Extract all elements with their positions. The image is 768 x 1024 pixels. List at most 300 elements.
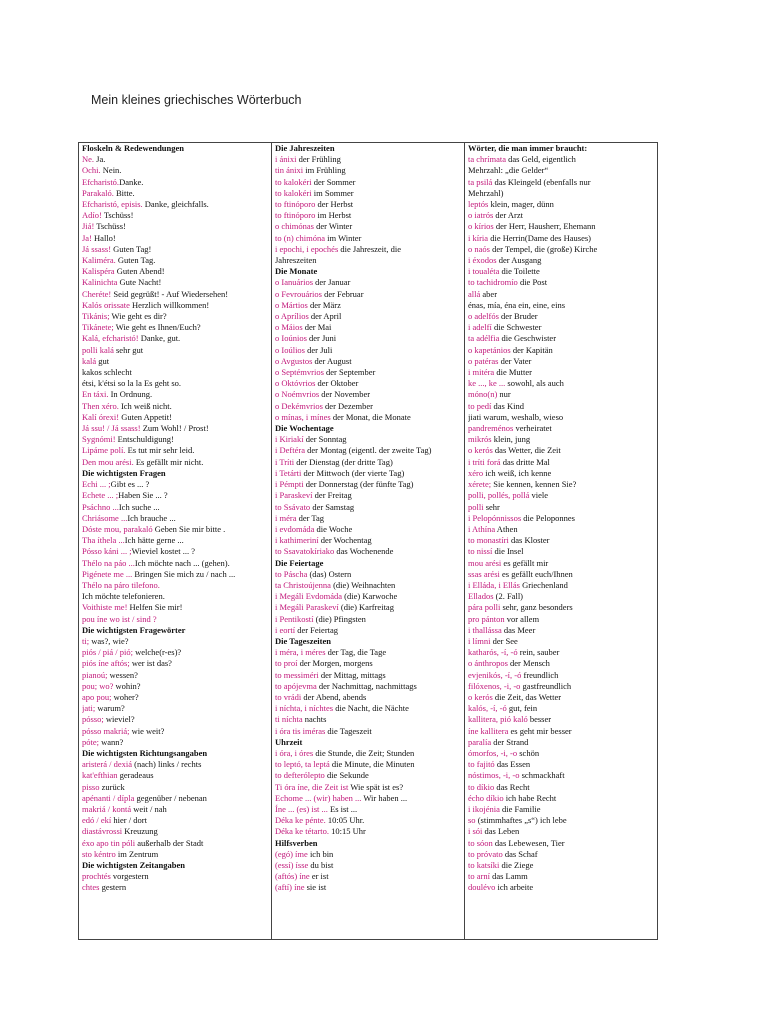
german-translation: Kreuzung: [122, 826, 158, 837]
vocab-entry: [82, 356, 268, 367]
german-translation: die Herrin(Dame des Hauses): [488, 232, 591, 243]
greek-term: piós íne aftós;: [82, 658, 130, 669]
vocab-entry: [275, 748, 461, 759]
section-heading: [468, 143, 654, 154]
german-translation: wann?: [99, 736, 124, 747]
vocab-entry: [275, 726, 461, 737]
vocab-entry: [275, 255, 461, 266]
german-translation: das Meer: [501, 624, 536, 635]
german-translation: der Dienstag (der dritte Tag): [294, 456, 393, 467]
vocab-entry: [82, 289, 268, 300]
vocab-entry: [82, 770, 268, 781]
german-translation: énas, mía, éna ein, eine, eins: [468, 299, 566, 310]
greek-term: pro pánton: [468, 613, 505, 624]
german-translation: gut, fein: [506, 703, 538, 714]
greek-term: Dóste mou, parakaló: [82, 523, 153, 534]
vocab-entry: [82, 434, 268, 445]
vocab-entry: [82, 502, 268, 513]
german-translation: die Woche: [314, 523, 353, 534]
greek-term: pandreménos: [468, 423, 514, 434]
greek-term: o Aprílios: [275, 311, 309, 322]
german-translation: das Leben: [482, 826, 520, 837]
greek-term: mou arési: [468, 557, 502, 568]
vocab-entry: [468, 401, 654, 412]
greek-term: i Deftéra: [275, 445, 305, 456]
german-translation: weit / nah: [131, 803, 167, 814]
vocab-entry: [275, 289, 461, 300]
vocab-entry: [275, 356, 461, 367]
greek-term: i Tetárti: [275, 467, 302, 478]
vocab-entry: [468, 434, 654, 445]
german-translation: der Winter: [313, 221, 353, 232]
greek-term: katharós, -í, -ó: [468, 647, 518, 658]
vocab-entry: [275, 815, 461, 826]
german-translation: das Essen: [494, 759, 531, 770]
vocab-entry: [468, 726, 654, 737]
greek-term: to defterólepto: [275, 770, 325, 781]
greek-term: o chimónas: [275, 221, 314, 232]
vocab-entry: [275, 871, 461, 882]
vocab-entry: [468, 266, 654, 277]
vocab-entry: [468, 244, 654, 255]
vocab-entry: [275, 345, 461, 356]
vocab-entry: [468, 703, 654, 714]
vocab-entry: [468, 513, 654, 524]
greek-term: prochtés: [82, 871, 111, 882]
vocab-entry: [82, 714, 268, 725]
german-translation: der Tag, die Tage: [325, 647, 387, 658]
heading-text: Floskeln & Redewendungen: [82, 143, 185, 153]
greek-term: to kalokéri: [275, 176, 312, 187]
german-translation: klein, jung: [491, 434, 531, 445]
vocab-entry: [468, 412, 654, 423]
greek-term: i Paraskeví: [275, 490, 313, 501]
german-translation: Griechenland: [519, 579, 568, 590]
german-translation: im Frühling: [303, 165, 346, 176]
greek-term: so: [468, 815, 476, 826]
german-translation: außerhalb der Stadt: [135, 837, 204, 848]
greek-term: leptós: [468, 199, 489, 210]
greek-term: o kírios: [468, 221, 494, 232]
german-translation: die Ziege: [499, 860, 534, 870]
german-translation: Guten Appetit!: [119, 411, 172, 422]
greek-term: i óra tis iméras: [275, 725, 326, 736]
vocab-entry: [82, 255, 268, 266]
document-title: Mein kleines griechisches Wörterbuch: [91, 93, 302, 107]
german-translation: die Mutter: [494, 367, 532, 378]
greek-term: Kalispéra: [82, 266, 115, 277]
german-translation: wieviel?: [103, 714, 135, 725]
german-translation: die Jahreszeit, die: [338, 243, 402, 254]
column-calendar: [275, 143, 461, 894]
german-translation: der Freitag: [312, 490, 352, 501]
greek-term: Déka ke tétarto.: [275, 826, 330, 837]
german-translation: der Bruder: [498, 311, 538, 322]
vocab-entry: [82, 233, 268, 244]
vocab-entry: [82, 300, 268, 311]
greek-term: ke ..., ke ...: [468, 378, 506, 389]
greek-term: piós / piá / pió;: [82, 647, 133, 658]
vocab-entry: [468, 255, 654, 266]
vocab-entry: [82, 479, 268, 490]
german-translation: es gefällt euch/Ihnen: [499, 568, 573, 579]
greek-term: kalós, -í, -ó: [468, 703, 507, 714]
section-heading: [275, 423, 461, 434]
greek-term: Déka ke pénte.: [275, 815, 326, 826]
vocab-entry: [468, 838, 654, 849]
greek-term: i Elláda, i Ellás: [468, 579, 520, 590]
german-translation: jiati warum, weshalb, wieso: [468, 411, 564, 422]
greek-term: ssas arési: [468, 568, 500, 579]
vocab-entry: [82, 378, 268, 389]
german-translation: der Mai: [302, 322, 332, 333]
greek-term: Ochi.: [82, 165, 101, 176]
vocab-entry: [468, 558, 654, 569]
vocab-entry: [468, 423, 654, 434]
section-heading: [275, 838, 461, 849]
vocab-entry: [82, 210, 268, 221]
greek-term: pisso: [82, 781, 100, 792]
greek-term: filóxenos, -i, -o: [468, 680, 521, 691]
vocab-entry: [82, 849, 268, 860]
vocab-entry: [275, 300, 461, 311]
vocab-entry: [468, 804, 654, 815]
vocab-entry: [82, 614, 268, 625]
vocab-entry: [468, 737, 654, 748]
vocab-entry: [468, 782, 654, 793]
german-translation: der Wochentag: [318, 535, 372, 546]
vocab-entry: [468, 569, 654, 580]
vocab-entry: [275, 445, 461, 456]
german-translation: der September: [323, 367, 376, 378]
vocab-entry: [468, 221, 654, 232]
greek-term: pára polli: [468, 602, 501, 613]
vocab-entry: [275, 199, 461, 210]
vocab-entry: [82, 188, 268, 199]
greek-term: to apójevma: [275, 680, 317, 691]
vocab-entry: [275, 882, 461, 893]
german-translation: der See: [490, 635, 518, 646]
greek-term: o Septémvrios: [275, 367, 324, 378]
vocab-entry: [82, 367, 268, 378]
german-translation: der Vater: [498, 355, 532, 366]
greek-term: o Mártios: [275, 299, 308, 310]
section-heading: [275, 266, 461, 277]
vocab-entry: [82, 647, 268, 658]
greek-term: i thallássa: [468, 624, 502, 635]
vocab-entry: [82, 804, 268, 815]
german-translation: im Winter: [325, 232, 362, 243]
greek-term: i níchta, i níchtes: [275, 703, 334, 714]
vocab-entry: [275, 591, 461, 602]
german-translation: Wir haben ...: [361, 792, 408, 803]
german-translation: er ist: [309, 871, 329, 882]
vocab-entry: [82, 244, 268, 255]
german-translation: die Minute, die Minuten: [329, 759, 415, 770]
vocab-entry: [468, 871, 654, 882]
german-translation: der Juli: [305, 344, 333, 355]
greek-term: to Ssávato: [275, 501, 311, 512]
vocab-entry: [468, 322, 654, 333]
greek-term: Chriásome ...: [82, 512, 128, 523]
german-translation: im Herbst: [315, 210, 352, 221]
german-translation: Mehrzahl): [468, 187, 504, 198]
german-translation: Helfen Sie mir!: [127, 602, 183, 613]
greek-term: i éxodos: [468, 255, 497, 266]
german-translation: besser: [527, 714, 552, 725]
vocab-entry: [275, 210, 461, 221]
vocab-entry: [275, 479, 461, 490]
greek-term: Ja!: [82, 232, 92, 243]
greek-term: o patéras: [468, 355, 499, 366]
vocab-entry: [468, 188, 654, 199]
greek-term: móno(n): [468, 389, 498, 400]
section-heading: [82, 468, 268, 479]
german-translation: (stimmhaftes „s“) ich lebe: [475, 815, 567, 826]
vocab-entry: [275, 849, 461, 860]
greek-term: Jiá!: [82, 221, 95, 232]
vocab-entry: [82, 737, 268, 748]
german-translation: das Recht: [494, 781, 530, 792]
heading-text: Die wichtigsten Richtungsangaben: [82, 747, 208, 758]
vocab-entry: [275, 602, 461, 613]
german-translation: der Montag (eigentl. der zweite Tag): [304, 445, 432, 456]
greek-term: i Pémpti: [275, 479, 304, 490]
vocab-entry: [82, 558, 268, 569]
german-translation: (die) Pfingsten: [313, 613, 366, 624]
german-translation: Ich möchte nach ... (gehen).: [134, 557, 230, 568]
vocab-entry: [275, 412, 461, 423]
greek-term: ti;: [82, 635, 90, 646]
german-translation: der Mensch: [507, 658, 550, 669]
greek-term: (essí) ísse: [275, 860, 309, 870]
vocab-entry: [82, 524, 268, 535]
greek-term: to fajitó: [468, 759, 495, 770]
vocab-entry: [468, 546, 654, 557]
greek-term: i tríti forá: [468, 456, 501, 467]
german-translation: 10:05 Uhr.: [325, 815, 365, 826]
vocab-entry: [275, 546, 461, 557]
greek-term: i méra, i méres: [275, 647, 326, 658]
german-translation: gegenüber / nebenan: [134, 792, 207, 803]
greek-term: to díkio: [468, 781, 495, 792]
greek-term: tin ánixi: [275, 165, 304, 176]
german-translation: Zum Wohl! / Prost!: [140, 423, 209, 434]
german-translation: der Frühling: [296, 154, 341, 165]
vocab-entry: [275, 580, 461, 591]
heading-text: Die wichtigsten Zeitangaben: [82, 860, 185, 870]
vocab-entry: [468, 311, 654, 322]
german-translation: der Samstag: [310, 501, 355, 512]
vocab-entry: [275, 221, 461, 232]
german-translation: (die) Weihnachten: [330, 579, 396, 590]
vocab-entry: [82, 546, 268, 557]
greek-term: o mínas, i mínes: [275, 411, 331, 422]
greek-term: Lipáme polí.: [82, 445, 126, 456]
greek-term: Ellados: [468, 591, 494, 602]
german-translation: Jahreszeiten: [275, 255, 317, 266]
german-translation: Es ist ...: [327, 803, 358, 814]
greek-term: kallitera, pió kaló: [468, 714, 528, 725]
vocab-entry: [275, 804, 461, 815]
german-translation: die Post: [517, 277, 548, 288]
greek-term: to pedí: [468, 400, 492, 411]
german-translation: Es tut mir sehr leid.: [125, 445, 195, 456]
greek-term: sto kéntro: [82, 848, 116, 859]
greek-term: aristerá / dexiá: [82, 759, 133, 770]
greek-term: Adío!: [82, 210, 102, 221]
greek-term: polli, pollés, pollá: [468, 490, 530, 501]
section-heading: [275, 558, 461, 569]
vocab-entry: [82, 490, 268, 501]
greek-term: ta chrímata: [468, 154, 506, 165]
vocab-entry: [468, 748, 654, 759]
german-translation: Bitte.: [113, 187, 135, 198]
german-translation: Es gefällt mir nicht.: [133, 456, 204, 467]
greek-term: ta Christoújenna: [275, 579, 331, 590]
greek-term: o kerós: [468, 445, 493, 456]
german-translation: das Kleingeld (ebenfalls nur: [492, 176, 591, 187]
heading-text: Die Jahreszeiten: [275, 143, 335, 153]
greek-term: to Páscha: [275, 568, 308, 579]
german-translation: Ich hätte gerne ...: [124, 535, 184, 546]
greek-term: Já ssass!: [82, 243, 112, 254]
vocab-entry: [82, 401, 268, 412]
german-translation: wer ist das?: [129, 658, 172, 669]
greek-term: o kapetánios: [468, 344, 511, 355]
greek-term: o Dekémvrios: [275, 400, 323, 411]
vocab-entry: [275, 658, 461, 669]
greek-term: to monastíri: [468, 535, 509, 546]
vocab-entry: [82, 703, 268, 714]
vocab-entry: [82, 221, 268, 232]
german-translation: wie weit?: [129, 725, 165, 736]
german-translation: Ich brauche ...: [127, 512, 176, 523]
vocab-entry: [468, 233, 654, 244]
greek-term: Cheréte!: [82, 288, 112, 299]
german-translation: der Februar: [321, 288, 364, 299]
german-translation: ich weiß, ich kenne: [483, 467, 552, 478]
german-translation: aber: [480, 288, 498, 299]
greek-term: Kalinichta: [82, 277, 118, 288]
greek-term: to (n) chimóna: [275, 232, 326, 243]
german-translation: (die) Karfreitag: [338, 602, 394, 613]
german-translation: Wie geht es dir?: [109, 311, 167, 322]
vocab-entry: [82, 681, 268, 692]
german-translation: der August: [312, 355, 352, 366]
greek-term: Sygnómi!: [82, 434, 116, 445]
vocab-entry: [468, 457, 654, 468]
greek-term: o Noémvrios: [275, 389, 320, 400]
vocab-entry: [468, 681, 654, 692]
greek-term: to ftinóporo: [275, 210, 316, 221]
german-translation: Guten Tag!: [111, 243, 152, 254]
vocab-entry: [468, 524, 654, 535]
greek-term: i mitéra: [468, 367, 495, 378]
vocab-entry: [82, 591, 268, 602]
vocab-entry: [82, 266, 268, 277]
greek-term: i límni: [468, 635, 491, 646]
greek-term: to katsíki: [468, 860, 500, 870]
german-translation: der Nachmittag, nachmittags: [316, 680, 417, 691]
vocab-entry: [275, 233, 461, 244]
vocabulary-table: [78, 142, 658, 940]
vocab-entry: [82, 882, 268, 893]
section-heading: [82, 748, 268, 759]
vocab-entry: [82, 457, 268, 468]
german-translation: der Monat, die Monate: [330, 411, 411, 422]
german-translation: der Feiertag: [295, 624, 339, 635]
vocab-entry: [82, 389, 268, 400]
vocab-entry: [82, 177, 268, 188]
vocab-entry: [82, 445, 268, 456]
vocab-entry: [275, 468, 461, 479]
german-translation: die Geschwister: [499, 333, 557, 344]
german-translation: Athen: [495, 523, 518, 534]
vocab-entry: [82, 670, 268, 681]
german-translation: die Tageszeit: [325, 725, 372, 736]
greek-term: o iatrós: [468, 210, 494, 221]
german-translation: Bringen Sie mich zu / nach ...: [132, 568, 236, 579]
german-translation: das Wetter, die Zeit: [492, 445, 561, 456]
greek-term: i eortí: [275, 624, 296, 635]
vocab-entry: [82, 636, 268, 647]
german-translation: das Geld, eigentlich: [506, 154, 576, 165]
german-translation: das Lamm: [489, 871, 528, 882]
greek-term: o Avgustos: [275, 355, 313, 366]
greek-term: doulévo: [468, 882, 496, 893]
greek-term: pou; wo?: [82, 680, 114, 691]
vocab-entry: [275, 389, 461, 400]
vocab-entry: [82, 165, 268, 176]
greek-term: íne kallitera: [468, 725, 509, 736]
vocab-entry: [275, 793, 461, 804]
vocab-entry: [275, 177, 461, 188]
greek-term: Echome ... (wir) haben ...: [275, 792, 362, 803]
german-translation: der Oktober: [315, 378, 359, 389]
german-translation: das Kloster: [508, 535, 550, 546]
greek-term: En táxi.: [82, 389, 109, 400]
german-translation: Ich möchte telefonieren.: [82, 591, 165, 602]
german-translation: gestern: [99, 882, 127, 893]
german-translation: es geht mir besser: [508, 725, 572, 736]
greek-term: éxo apo tin póli: [82, 837, 136, 848]
section-heading: [275, 737, 461, 748]
greek-term: o kerós: [468, 691, 493, 702]
german-translation: sie ist: [304, 882, 327, 893]
greek-term: póte;: [82, 736, 99, 747]
german-translation: der Strand: [491, 736, 529, 747]
vocab-entry: [468, 714, 654, 725]
german-translation: Danke.: [119, 176, 144, 187]
vocab-entry: [275, 647, 461, 658]
german-translation: es gefällt mir: [501, 557, 549, 568]
vocab-entry: [468, 815, 654, 826]
vocab-entry: [275, 535, 461, 546]
greek-term: i Kiriakí: [275, 434, 304, 445]
german-translation: Herzlich willkommen!: [129, 299, 210, 310]
german-translation: verheiratet: [513, 423, 552, 434]
greek-term: to próvato: [468, 848, 503, 859]
greek-term: i méra: [275, 512, 297, 523]
german-translation: der Arzt: [493, 210, 524, 221]
greek-term: i ikojénia: [468, 803, 500, 814]
german-translation: sowohl, als auch: [505, 378, 564, 389]
vocab-entry: [82, 602, 268, 613]
greek-term: Thélo na páro tilefono.: [82, 579, 160, 590]
vocab-entry: [275, 434, 461, 445]
greek-term: xéro: [468, 467, 484, 478]
